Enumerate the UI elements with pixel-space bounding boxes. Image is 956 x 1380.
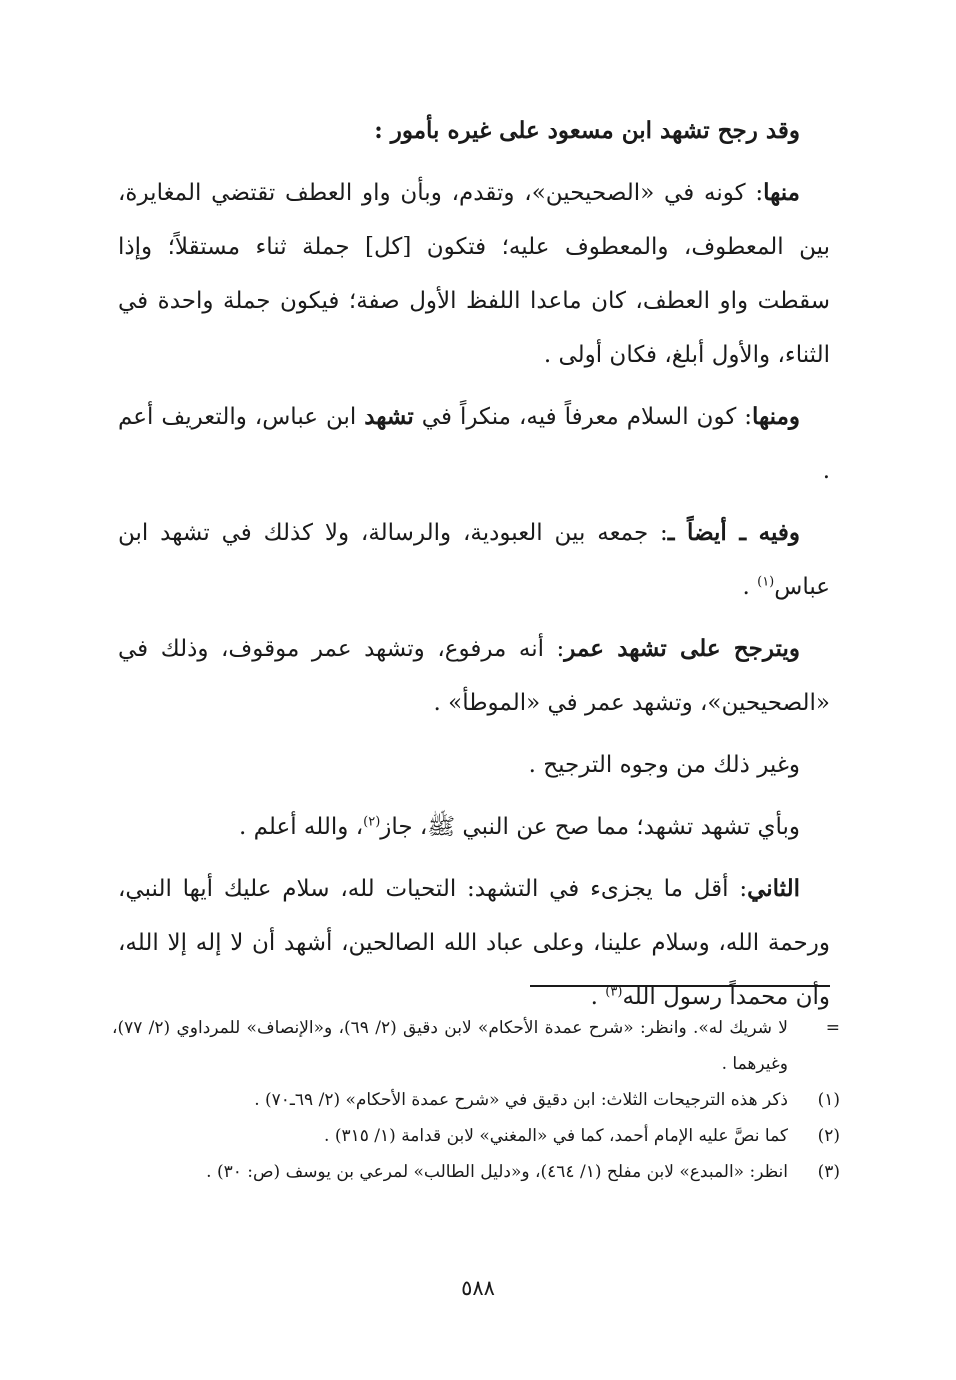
footnote-mark: (٣) bbox=[817, 1162, 840, 1182]
footnote-1 bbox=[112, 1082, 840, 1118]
paragraph-7-end: . bbox=[590, 984, 606, 1010]
paragraph-3-end: . bbox=[742, 574, 758, 600]
footnote-mark: (٢) bbox=[817, 1126, 840, 1146]
footnote-text: لا شريك له». وانظر: «شرح عمدة الأحكام» لابن دقيق (٢/ ٦٩)، و«الإنصاف» للمرداوي (٢/ ٧٧)، وغيرهما . bbox=[112, 1018, 789, 1074]
footnote-ref-2[interactable]: (٢) bbox=[363, 814, 381, 830]
footnote-continuation bbox=[112, 1010, 840, 1082]
paragraph-3-lead: وفيه ـ أيضاً ـ bbox=[667, 519, 800, 546]
footnote-text: كما نصَّ عليه الإمام أحمد، كما في «المغني» لابن قدامة (١/ ٣١٥) . bbox=[324, 1126, 788, 1146]
footnote-mark: (١) bbox=[817, 1090, 840, 1110]
paragraph-1-lead: منها bbox=[763, 179, 800, 206]
footnote-text: انظر: «المبدع» لابن مفلح (١/ ٤٦٤)، و«دليل الطالب» لمرعي بن يوسف (ص: ٣٠) . bbox=[206, 1162, 788, 1182]
paragraph-2-lead: ومنها bbox=[752, 403, 800, 430]
paragraph-6-text: وبأي تشهد تشهد؛ مما صح عن النبي ﷺ، جاز bbox=[380, 814, 800, 840]
paragraph-1 bbox=[118, 166, 830, 382]
paragraph-4-text: : أنه مرفوع، وتشهد عمر موقوف، وذلك في «الصحيحين»، وتشهد عمر في «الموطأ» . bbox=[118, 636, 830, 716]
paragraph-6-end: ، والله أعلم . bbox=[238, 814, 364, 840]
paragraph-2-bold-word: تشهد bbox=[364, 403, 414, 430]
footnote-3 bbox=[112, 1154, 840, 1190]
page-number: ٥٨٨ bbox=[461, 1276, 495, 1300]
paragraph-3 bbox=[118, 506, 830, 614]
footnotes bbox=[112, 1010, 840, 1190]
paragraph-4-lead: ويترجح على تشهد عمر bbox=[564, 635, 800, 662]
footnote-ref-3[interactable]: (٣) bbox=[605, 984, 623, 1000]
footnote-text: ذكر هذه الترجيحات الثلاث: ابن دقيق في «شرح عمدة الأحكام» (٢/ ٦٩ـ٧٠) . bbox=[254, 1090, 788, 1110]
paragraph-6 bbox=[118, 800, 830, 854]
section-heading: وقد رجح تشهد ابن مسعود على غيره بأمور : bbox=[374, 117, 800, 144]
paragraph-5: وغير ذلك من وجوه الترجيح . bbox=[528, 752, 800, 778]
footnote-mark: = bbox=[825, 1018, 840, 1038]
paragraph-1-text: : كونه في «الصحيحين»، وتقدم، وبأن واو العطف تقتضي المغايرة، بين المعطوف، والمعطوف عليه؛ فتكون [كل] جملة ثناء مستقلاً؛ وإذا سقطت واو العطف، كان ماعدا اللفظ الأول صفة؛ فيكون جملة واحدة في الثناء، والأول أبلغ، فكان أولى . bbox=[118, 180, 830, 368]
footnote-divider bbox=[530, 985, 830, 987]
footnote-2 bbox=[112, 1118, 840, 1154]
paragraph-7-lead: الثاني bbox=[747, 875, 800, 902]
footnote-ref-1[interactable]: (١) bbox=[757, 574, 775, 590]
paragraph-7-text: : أقل ما يجزىء في التشهد: التحيات لله، سلام عليك أيها النبي، ورحمة الله، وسلام علينا، وعلى عباد الله الصالحين، أشهد أن لا إله إلا الله، وأن محمداً رسول الله bbox=[118, 876, 830, 1010]
paragraph-2 bbox=[118, 390, 830, 498]
paragraph-2-text-b: ابن عباس، والتعريف أعم . bbox=[118, 404, 830, 484]
paragraph-7 bbox=[118, 862, 830, 1024]
paragraph-2-text-a: : كون السلام معرفاً فيه، منكراً في bbox=[413, 404, 753, 430]
paragraph-4 bbox=[118, 622, 830, 730]
main-text bbox=[118, 104, 830, 1032]
paragraph-3-text: : جمعه بين العبودية، والرسالة، ولا كذلك في تشهد ابن عباس bbox=[118, 520, 830, 600]
